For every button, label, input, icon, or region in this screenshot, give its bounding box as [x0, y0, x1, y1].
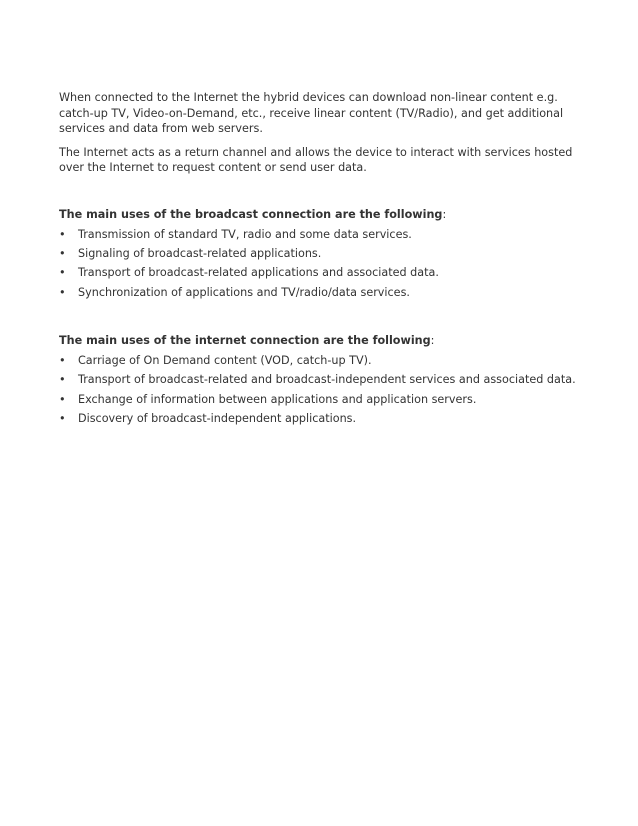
- list-item: [59, 227, 579, 243]
- broadcast-heading: [59, 207, 579, 223]
- broadcast-heading-colon: :: [442, 207, 447, 221]
- broadcast-section: [59, 207, 579, 300]
- bullet-icon: •: [59, 266, 66, 280]
- list-item: [59, 353, 579, 369]
- list-item-text: Synchronization of applications and TV/radio/data services.: [78, 285, 410, 299]
- list-item: [59, 392, 579, 408]
- bullet-icon: •: [59, 392, 66, 406]
- list-item-text: Signaling of broadcast-related applications.: [78, 246, 322, 260]
- bullet-icon: •: [59, 246, 66, 260]
- bullet-icon: •: [59, 373, 66, 387]
- list-item-text: Discovery of broadcast-independent applications.: [78, 412, 357, 426]
- list-item-text: Transport of broadcast-related and broadcast-independent services and associated data.: [78, 373, 576, 387]
- document-page: [59, 90, 579, 430]
- bullet-icon: •: [59, 412, 66, 426]
- list-item-text: Transmission of standard TV, radio and some data services.: [78, 227, 412, 241]
- list-item: [59, 372, 579, 388]
- list-item-text: Exchange of information between applications and application servers.: [78, 392, 477, 406]
- bullet-icon: •: [59, 353, 66, 367]
- broadcast-heading-text: The main uses of the broadcast connection are the following: [59, 207, 443, 221]
- list-item: [59, 246, 579, 262]
- list-item: [59, 411, 579, 427]
- broadcast-list: [59, 227, 579, 301]
- bullet-icon: •: [59, 285, 66, 299]
- intro-paragraph-2: The Internet acts as a return channel and allows the device to interact with services hosted over the Internet to request content or send user data.: [59, 145, 573, 175]
- list-item: [59, 265, 579, 281]
- internet-heading-colon: :: [430, 334, 435, 348]
- internet-section: [59, 333, 579, 426]
- bullet-icon: •: [59, 227, 66, 241]
- list-item-text: Transport of broadcast-related applications and associated data.: [78, 266, 439, 280]
- internet-heading: [59, 333, 579, 349]
- internet-heading-text: The main uses of the internet connection are the following: [59, 334, 431, 348]
- intro-paragraph-1: When connected to the Internet the hybrid devices can download non-linear content e.g. catch-up TV, Video-on-Demand, etc., receive linear content (TV/Radio), and get additional services and data from web servers.: [59, 91, 564, 136]
- list-item: [59, 285, 579, 301]
- internet-list: [59, 353, 579, 427]
- list-item-text: Carriage of On Demand content (VOD, catch-up TV).: [78, 353, 372, 367]
